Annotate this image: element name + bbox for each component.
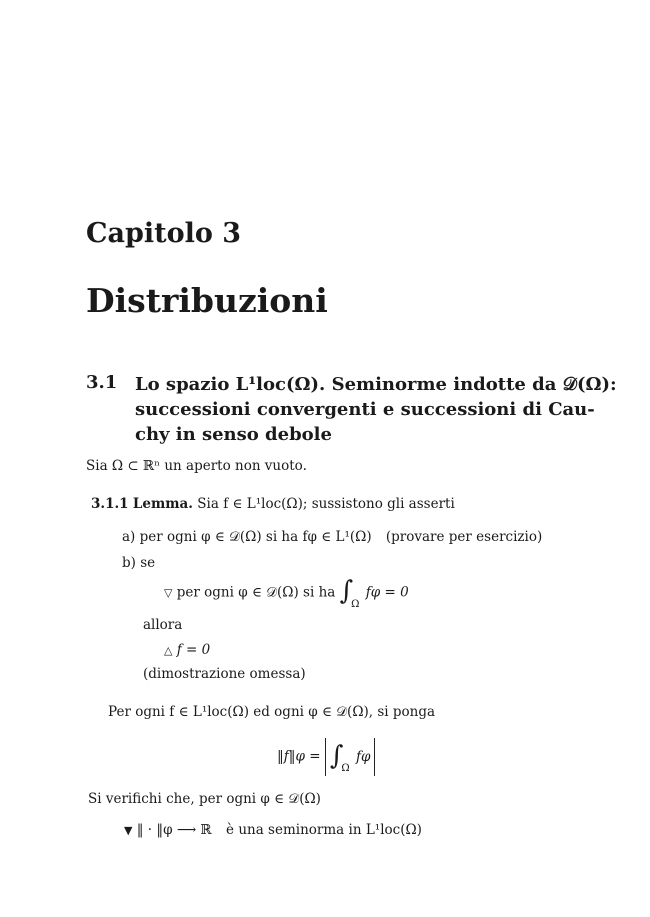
- section-title-line: successioni convergenti e successioni di Cau-: [135, 399, 595, 420]
- section-title-line: Lo spazio L¹loc(Ω). Seminorme indotte da 𝒟(Ω):: [135, 374, 617, 395]
- claim-map: ‖ · ‖φ ⟶ ℝ: [136, 822, 212, 838]
- lemma-text: Sia f ∈ L¹loc(Ω); sussistono gli asserti: [197, 496, 455, 512]
- item-marker: b): [122, 555, 136, 571]
- filled-down-triangle-icon: ▼: [124, 824, 133, 837]
- definition-text: Per ogni f ∈ L¹loc(Ω) ed ogni φ ∈ 𝒟(Ω), si ponga: [108, 704, 436, 720]
- section-title: [135, 372, 617, 447]
- conclusion-text: f = 0: [176, 642, 211, 658]
- chapter-label: Capitolo 3: [86, 218, 242, 249]
- seminorm-formula: [277, 738, 375, 776]
- hypothesis-text: per ogni φ ∈ 𝒟(Ω) si ha: [176, 584, 336, 601]
- exercise-claim: [124, 822, 422, 838]
- lemma-label: Lemma.: [132, 496, 193, 512]
- integral-sign: ∫: [339, 576, 354, 606]
- proof-note: (dimostrazione omessa): [143, 666, 306, 682]
- absolute-value: [325, 738, 376, 776]
- integral-domain: Ω: [351, 598, 360, 610]
- lemma-item-a: [122, 529, 542, 545]
- item-note: (provare per esercizio): [385, 529, 543, 545]
- exercise-text: Si verifichi che, per ogni φ ∈ 𝒟(Ω): [88, 791, 321, 807]
- hypothesis-rhs: fφ = 0: [365, 584, 409, 601]
- hypothesis: [164, 578, 409, 608]
- item-text: per ogni φ ∈ 𝒟(Ω) si ha fφ ∈ L¹(Ω): [139, 529, 372, 545]
- lemma-item-b: [122, 555, 155, 571]
- integrand: fφ: [356, 749, 371, 765]
- section-title-line: chy in senso debole: [135, 424, 332, 445]
- intro-text: Sia Ω ⊂ ℝⁿ un aperto non vuoto.: [86, 458, 307, 474]
- conclusion: [164, 642, 210, 658]
- claim-text: è una seminorma in L¹loc(Ω): [226, 822, 422, 838]
- lemma-heading: [91, 496, 455, 512]
- lemma-number: 3.1.1: [91, 496, 129, 512]
- integral-sign: ∫: [329, 740, 344, 771]
- integral-domain: Ω: [341, 763, 350, 774]
- item-text: se: [140, 555, 156, 571]
- chapter-title: Distribuzioni: [86, 281, 328, 320]
- hollow-down-triangle-icon: ▽: [164, 586, 173, 600]
- item-marker: a): [122, 529, 136, 545]
- then-text: allora: [143, 617, 183, 633]
- section-number: 3.1: [86, 372, 118, 393]
- hollow-up-triangle-icon: △: [164, 644, 173, 657]
- formula-lhs: ‖f‖φ =: [277, 748, 321, 765]
